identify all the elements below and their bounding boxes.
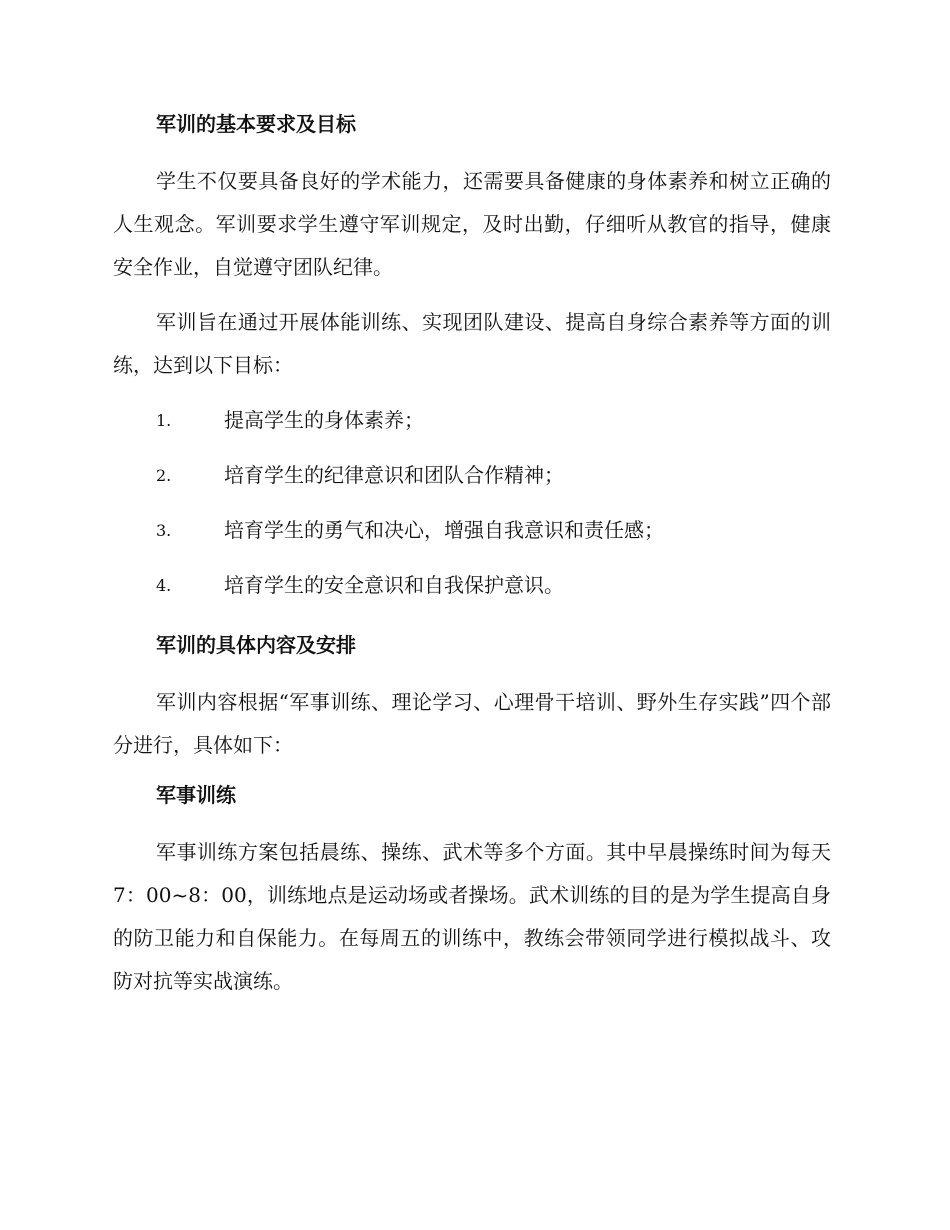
list-item-number: 3. — [156, 521, 172, 540]
list-item-text: 培育学生的纪律意识和团队合作精神； — [224, 463, 564, 487]
list-item-text: 提高学生的身体素养； — [224, 408, 424, 432]
goals-list — [113, 399, 831, 619]
paragraph-military-training: 军事训练方案包括晨练、操练、武术等多个方面。其中早晨操练时间为每天7：00~8：00，训练地点是运动场或者操场。武术训练的目的是为学生提高自身的防卫能力和自保能力。在每周五的训练中，教练会带领同学进行模拟战斗、攻防对抗等实战演练。 — [113, 840, 831, 993]
list-item — [113, 399, 831, 454]
document-body — [113, 108, 831, 1015]
list-item-number: 2. — [156, 466, 172, 485]
list-item-number: 4. — [156, 576, 172, 595]
paragraph-requirements: 学生不仅要具备良好的学术能力，还需要具备健康的身体素养和树立正确的人生观念。军训要求学生遵守军训规定，及时出勤，仔细听从教官的指导，健康安全作业，自觉遵守团队纪律。 — [113, 169, 831, 279]
list-item-number: 1. — [156, 411, 172, 430]
list-item — [113, 454, 831, 509]
list-item — [113, 509, 831, 564]
list-item — [113, 564, 831, 619]
section-heading-content: 军训的具体内容及安排 — [156, 633, 356, 657]
section-heading-military-training: 军事训练 — [156, 783, 236, 807]
paragraph-content-intro: 军训内容根据“军事训练、理论学习、心理骨干培训、野外生存实践”四个部分进行，具体如下： — [113, 690, 831, 757]
section-heading-requirements: 军训的基本要求及目标 — [156, 112, 356, 136]
list-item-text: 培育学生的安全意识和自我保护意识。 — [224, 573, 564, 597]
paragraph-goals-intro: 军训旨在通过开展体能训练、实现团队建设、提高自身综合素养等方面的训练，达到以下目标： — [113, 310, 831, 377]
list-item-text: 培育学生的勇气和决心，增强自我意识和责任感； — [224, 518, 664, 542]
